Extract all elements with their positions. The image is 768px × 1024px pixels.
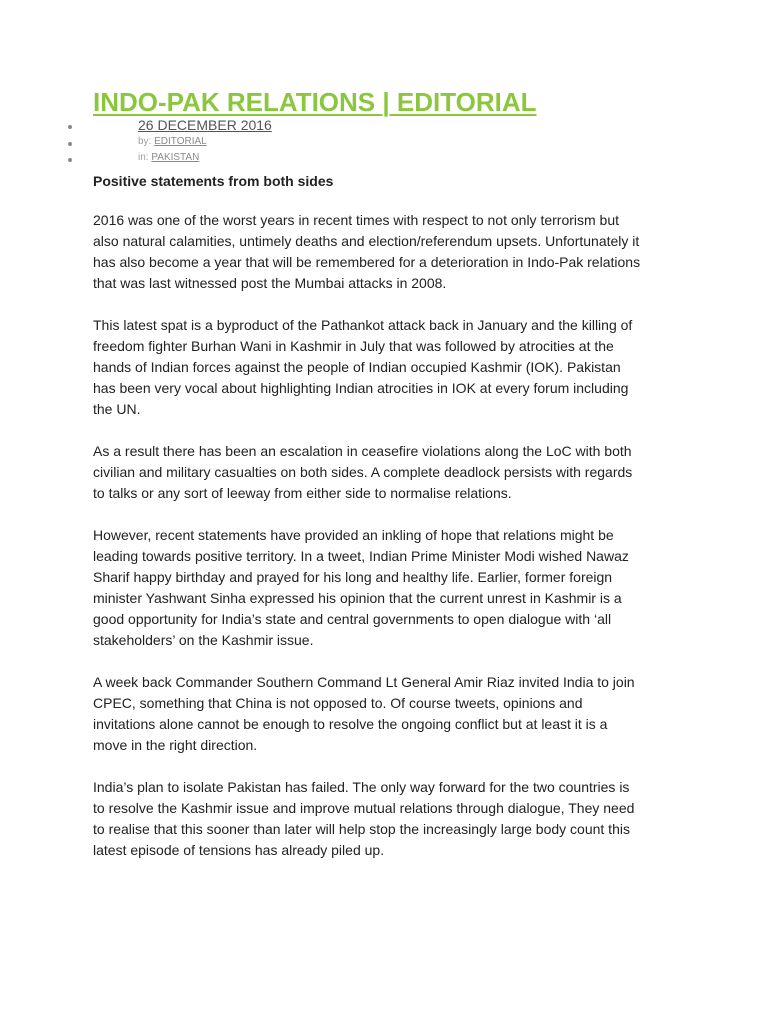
paragraph-line: has been very vocal about highlighting Indian atrocities in IOK at every forum including [93, 380, 629, 396]
paragraph-line: 2016 was one of the worst years in recent times with respect to not only terrorism but [93, 212, 620, 228]
article-paragraph-1 [93, 210, 683, 294]
paragraph-line: to talks or any sort of leeway from either side to normalise relations. [93, 485, 512, 501]
paragraph-line: that was last witnessed post the Mumbai attacks in 2008. [93, 275, 447, 291]
paragraph-line: latest episode of tensions has already piled up. [93, 842, 385, 858]
article-paragraph-5 [93, 672, 683, 756]
article-date-link[interactable]: 26 DECEMBER 2016 [138, 117, 272, 133]
paragraph-line: move in the right direction. [93, 737, 258, 753]
paragraph-line: to resolve the Kashmir issue and improve mutual relations through dialogue, They need [93, 800, 635, 816]
paragraph-line: minister Yashwant Sinha expressed his opinion that the current unrest in Kashmir is a [93, 590, 622, 606]
author-prefix: by: [138, 136, 155, 147]
paragraph-line: good opportunity for India’s state and central governments to open dialogue with ‘all [93, 611, 612, 627]
paragraph-line: also natural calamities, untimely deaths and election/referendum upsets. Unfortunately it [93, 233, 640, 249]
category-prefix: in: [138, 152, 152, 163]
bullet-icon [68, 142, 72, 146]
paragraph-line: Sharif happy birthday and prayed for his long and healthy life. Earlier, former foreign [93, 569, 613, 585]
paragraph-line: This latest spat is a byproduct of the Pathankot attack back in January and the killing of [93, 317, 633, 333]
article-title-link[interactable]: INDO-PAK RELATIONS | EDITORIAL [93, 87, 537, 117]
article-paragraph-4 [93, 525, 683, 651]
paragraph-line: leading towards positive territory. In a tweet, Indian Prime Minister Modi wished Nawaz [93, 548, 629, 564]
paragraph-line: stakeholders’ on the Kashmir issue. [93, 632, 314, 648]
paragraph-line: invitations alone cannot be enough to resolve the ongoing conflict but at least it is a [93, 716, 608, 732]
bullet-icon [68, 158, 72, 162]
article-paragraph-3 [93, 441, 683, 504]
article-paragraph-2 [93, 315, 683, 420]
author-link[interactable]: EDITORIAL [154, 136, 207, 147]
bullet-icon [68, 125, 72, 129]
article-paragraph-6 [93, 777, 683, 861]
paragraph-line: freedom fighter Burhan Wani in Kashmir in July that was followed by atrocities at the [93, 338, 614, 354]
paragraph-line: CPEC, something that China is not opposed to. Of course tweets, opinions and [93, 695, 583, 711]
paragraph-line: the UN. [93, 401, 141, 417]
paragraph-line: A week back Commander Southern Command Lt General Amir Riaz invited India to join [93, 674, 635, 690]
paragraph-line: civilian and military casualties on both sides. A complete deadlock persists with regards [93, 464, 633, 480]
paragraph-line: India’s plan to isolate Pakistan has failed. The only way forward for the two countries is [93, 779, 630, 795]
paragraph-line: hands of Indian forces against the people of Indian occupied Kashmir (IOK). Pakistan [93, 359, 621, 375]
paragraph-line: However, recent statements have provided an inkling of hope that relations might be [93, 527, 614, 543]
paragraph-line: As a result there has been an escalation in ceasefire violations along the LoC with both [93, 443, 632, 459]
article-subheading: Positive statements from both sides [93, 173, 334, 189]
paragraph-line: has also become a year that will be remembered for a deterioration in Indo-Pak relations [93, 254, 641, 270]
category-link[interactable]: PAKISTAN [151, 152, 200, 163]
paragraph-line: to realise that this sooner than later will help stop the increasingly large body count this [93, 821, 630, 837]
author-meta [138, 136, 207, 148]
category-meta [138, 152, 199, 164]
